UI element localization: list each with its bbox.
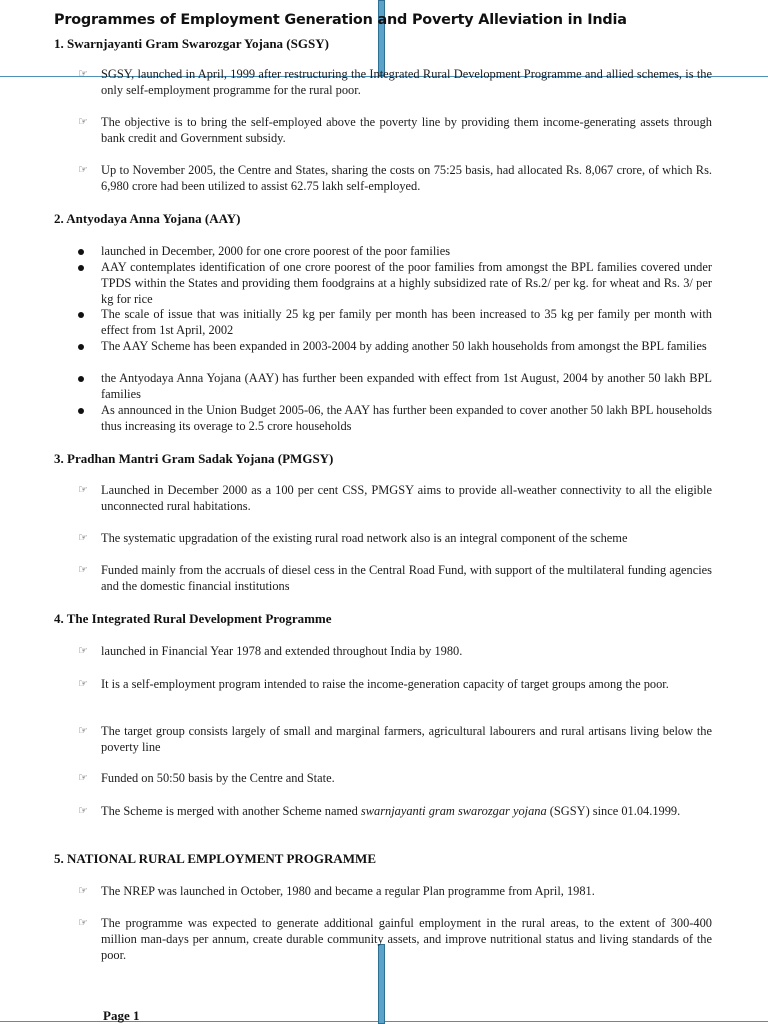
pointing-hand-icon: ☞ — [78, 644, 88, 657]
list-item — [78, 531, 712, 547]
list-item — [78, 371, 712, 403]
list-item — [78, 339, 712, 355]
list-item-text: launched in Financial Year 1978 and extended throughout India by 1980. — [101, 644, 463, 658]
list-item — [78, 804, 712, 820]
section-heading-aay: 2. Antyodaya Anna Yojana (AAY) — [54, 211, 241, 226]
pointing-hand-icon: ☞ — [78, 67, 88, 80]
list-item — [78, 563, 712, 595]
list-item-text: launched in December, 2000 for one crore poorest of the poor families — [101, 244, 451, 258]
list-item-text: The scale of issue that was initially 25 kg per family per month has been increased to 35 kg per family per month with effect from 1st April, 2002 — [101, 307, 712, 337]
list-item-text: the Antyodaya Anna Yojana (AAY) has further been expanded with effect from 1st August, 2004 by another 50 lakh BPL families — [101, 371, 712, 401]
list-item-text: As announced in the Union Budget 2005-06, the AAY has further been expanded to cover another 50 lakh BPL households thus increasing its overage to 2.5 crore households — [101, 403, 712, 433]
list-item-text: It is a self-employment program intended to raise the income-generation capacity of target groups among the poor. — [101, 677, 669, 691]
pointing-hand-icon: ☞ — [78, 563, 88, 576]
bullet-dot-icon — [78, 344, 84, 350]
list-item-text-before: The Scheme is merged with another Scheme named — [101, 804, 361, 818]
pointing-hand-icon: ☞ — [78, 916, 88, 929]
list-item — [78, 771, 712, 787]
pointing-hand-icon: ☞ — [78, 483, 88, 496]
section-heading-sgsy: 1. Swarnjayanti Gram Swarozgar Yojana (SGSY) — [54, 36, 329, 51]
list-item — [78, 260, 712, 307]
list-item — [78, 244, 712, 260]
list-item — [78, 916, 712, 963]
list-item-text: The objective is to bring the self-employed above the poverty line by providing them income-generating assets through bank credit and Government subsidy. — [101, 115, 712, 145]
list-item — [78, 163, 712, 195]
pointing-hand-icon: ☞ — [78, 677, 88, 690]
bullet-dot-icon — [78, 376, 84, 382]
list-item — [78, 483, 712, 515]
page-number: Page 1 — [103, 1008, 140, 1023]
pointing-hand-icon: ☞ — [78, 771, 88, 784]
list-item — [78, 307, 712, 339]
pointing-hand-icon: ☞ — [78, 115, 88, 128]
document-title: Programmes of Employment Generation and Poverty Alleviation in India — [54, 12, 627, 28]
pointing-hand-icon: ☞ — [78, 804, 88, 817]
list-item-text: The systematic upgradation of the existing rural road network also is an integral component of the scheme — [101, 531, 628, 545]
list-item — [78, 724, 712, 756]
list-item — [78, 115, 712, 147]
bullet-dot-icon — [78, 312, 84, 318]
list-item-text: The AAY Scheme has been expanded in 2003-2004 by adding another 50 lakh households from amongst the BPL families — [101, 339, 707, 353]
list-item-text — [101, 804, 712, 820]
list-item-text: AAY contemplates identification of one crore poorest of the poor families from amongst the BPL families covered under TPDS within the States and providing them foodgrains at a highly subsidized rate of Rs.2/ per kg. for wheat and Rs. 3/ per kg for rice — [101, 260, 712, 306]
list-item-text-after: (SGSY) since 01.04.1999. — [546, 804, 681, 818]
section-heading-pmgsy: 3. Pradhan Mantri Gram Sadak Yojana (PMGSY) — [54, 451, 334, 466]
pointing-hand-icon: ☞ — [78, 163, 88, 176]
list-item — [78, 67, 712, 99]
list-item-text: Up to November 2005, the Centre and States, sharing the costs on 75:25 basis, had allocated Rs. 8,067 crore, of which Rs. 6,980 crore had been utilized to assist 62.75 lakh self-employed. — [101, 163, 712, 193]
pointing-hand-icon: ☞ — [78, 724, 88, 737]
list-item-text: The programme was expected to generate additional gainful employment in the rural areas, to the extent of 300-400 million man-days per annum, create durable community assets, and improve nutritional status and living standards of the poor. — [101, 916, 712, 962]
list-item — [78, 403, 712, 435]
list-item — [78, 677, 712, 693]
list-item-text: The target group consists largely of small and marginal farmers, agricultural labourers and rural artisans living below the poverty line — [101, 724, 712, 754]
scheme-name-italic: swarnjayanti gram swarozgar yojana — [360, 804, 547, 818]
list-item-text: The NREP was launched in October, 1980 and became a regular Plan programme from April, 1981. — [101, 884, 595, 898]
bullet-dot-icon — [78, 265, 84, 271]
list-item-text: Funded mainly from the accruals of diesel cess in the Central Road Fund, with support of the multilateral funding agencies and the domestic financial institutions — [101, 563, 712, 593]
list-item — [78, 884, 712, 900]
pointing-hand-icon: ☞ — [78, 884, 88, 897]
list-item-text: Funded on 50:50 basis by the Centre and State. — [101, 771, 335, 785]
list-item-text: Launched in December 2000 as a 100 per cent CSS, PMGSY aims to provide all-weather connectivity to all the eligible unconnected rural habitations. — [101, 483, 712, 513]
bullet-dot-icon — [78, 408, 84, 414]
pointing-hand-icon: ☞ — [78, 531, 88, 544]
section-heading-nrep: 5. NATIONAL RURAL EMPLOYMENT PROGRAMME — [54, 851, 376, 866]
list-item-text: SGSY, launched in April, 1999 after restructuring the Integrated Rural Development Programme and allied schemes, is the only self-employment programme for the rural poor. — [101, 67, 712, 97]
bullet-dot-icon — [78, 249, 84, 255]
section-heading-irdp: 4. The Integrated Rural Development Programme — [54, 611, 332, 626]
list-item — [78, 644, 712, 660]
